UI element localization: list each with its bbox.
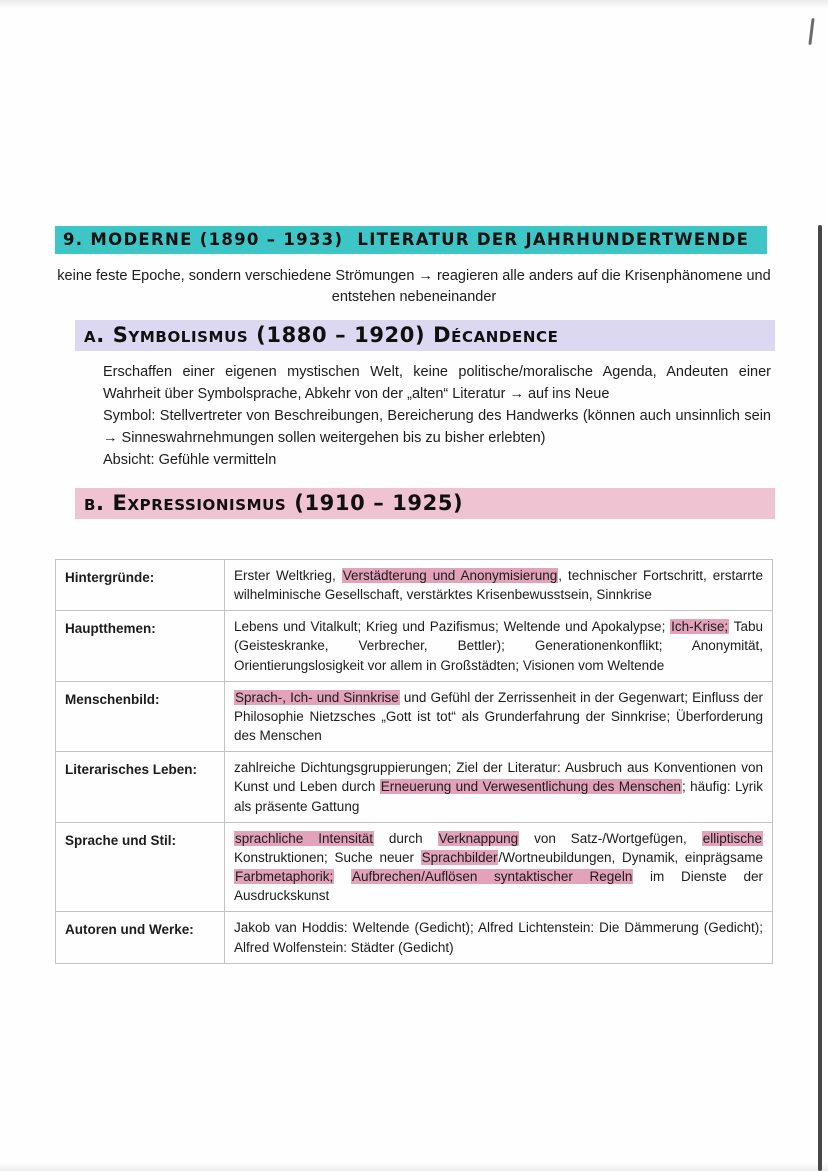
text-segment: Konstruktionen; Suche neuer xyxy=(234,849,421,865)
row-content xyxy=(225,912,773,963)
section-b-heading: b. Expressionismus (1910 – 1925) xyxy=(75,488,775,519)
photo-top-shade xyxy=(0,0,828,8)
table-row xyxy=(56,822,773,912)
highlighted-text: Erneuerung und Verwesentlichung des Menschen xyxy=(380,779,682,795)
highlighted-text: Sprachbilder xyxy=(421,849,498,865)
highlighted-text: Aufbrechen/Auflösen syntaktischer Regeln xyxy=(352,869,633,885)
highlighted-text: Verstädterung und Anonymisierung xyxy=(342,568,558,583)
table-row xyxy=(56,611,773,681)
row-content xyxy=(225,752,773,822)
photo-bottom-shade xyxy=(0,1163,828,1171)
highlighted-text: Ich-Krise; xyxy=(671,619,729,635)
table-row xyxy=(56,560,773,611)
text-segment: Erster Weltkrieg, xyxy=(234,568,342,583)
text-segment: zahlreiche Dichtungsgruppierungen; Ziel der Literatur: Ausbruch aus Konventionen von Kunst und Leben durch xyxy=(234,760,763,795)
row-content xyxy=(225,681,773,751)
highlighted-text: Verknappung xyxy=(438,830,519,846)
paragraph: Erschaffen einer eigenen mystischen Welt, keine politische/moralische Agenda, Andeuten einer Wahrheit über Symbolsprache, Abkehr von der „alten“ Literatur → auf ins Neue xyxy=(103,364,771,402)
text-segment: Jakob van Hoddis: Weltende (Gedicht); Alfred Lichtenstein: Die Dämmerung (Gedicht); Alfred Wolfenstein: Städter (Gedicht) xyxy=(234,920,763,955)
text-segment: und Gefühl der Zerrissenheit in der Gegenwart; Einfluss der Philosophie Nietzsches „Gott ist tot“ als Grunderfahrung der Sinnkrise; Überforderung des Menschen xyxy=(234,689,763,744)
section-a-heading: a. Symbolismus (1880 – 1920) Décandence xyxy=(75,320,775,351)
row-label: Hauptthemen: xyxy=(56,611,225,681)
row-label: Menschenbild: xyxy=(56,681,225,751)
main-heading: 9. MODERNE (1890 – 1933) LITERATUR DER JAHRHUNDERTWENDE xyxy=(55,226,767,254)
text-segment: Lebens und Vitalkult; Krieg und Pazifismus; Weltende und Apokalypse; xyxy=(234,619,671,635)
highlighted-text: elliptische xyxy=(702,830,762,846)
text-segment: von Satz-/Wortgefügen, xyxy=(519,830,702,846)
text-segment: Tabu (Geisteskranke, Verbrecher, Bettler); Generationenkonflikt; Anonymität, Orientierungslosigkeit vor allem in Großstädten; Visionen vom Weltende xyxy=(234,619,764,673)
text-segment: durch xyxy=(373,830,438,846)
highlighted-text: Sprach-, Ich- und Sinnkrise xyxy=(235,689,399,705)
table-body xyxy=(56,560,773,964)
page-edge-shadow xyxy=(818,225,822,1171)
table-row xyxy=(56,912,773,963)
highlighted-text: sprachliche Intensität xyxy=(235,830,373,846)
table-row xyxy=(56,681,773,751)
row-label: Literarisches Leben: xyxy=(56,752,225,822)
row-content xyxy=(225,822,773,912)
row-content xyxy=(225,560,773,611)
paragraph: Absicht: Gefühle vermitteln xyxy=(103,452,277,468)
text-segment xyxy=(334,869,351,884)
row-label: Hintergründe: xyxy=(56,560,225,611)
text-segment: , technischer Fortschritt, erstarrte wilhelminische Gesellschaft, verstärktes Krisenbewusstsein, Sinnkrise xyxy=(234,568,764,603)
text-segment: im Dienste der Ausdruckskunst xyxy=(234,869,763,904)
page-edge-mark xyxy=(808,18,814,45)
intro-text: keine feste Epoche, sondern verschiedene Strömungen → reagieren alle anders auf die Krisenphänomene und entstehen nebeneinander xyxy=(57,268,771,305)
expressionismus-table xyxy=(55,559,773,964)
paragraph: Symbol: Stellvertreter von Beschreibungen, Bereicherung des Handwerks (können auch unsinnlich sein → Sinneswahrnehmungen sollen weitergehen bis zu bisher erlebten) xyxy=(103,408,771,446)
text-segment: /Wortneubildungen, Dynamik, einprägsame xyxy=(498,849,763,865)
table-row xyxy=(56,752,773,822)
section-a-body xyxy=(103,361,771,471)
row-content xyxy=(225,611,773,681)
row-label: Autoren und Werke: xyxy=(56,912,225,963)
highlighted-text: Farbmetaphorik; xyxy=(235,869,334,885)
row-label: Sprache und Stil: xyxy=(56,822,225,912)
text-segment: ; häufig: Lyrik als präsente Gattung xyxy=(234,779,763,814)
